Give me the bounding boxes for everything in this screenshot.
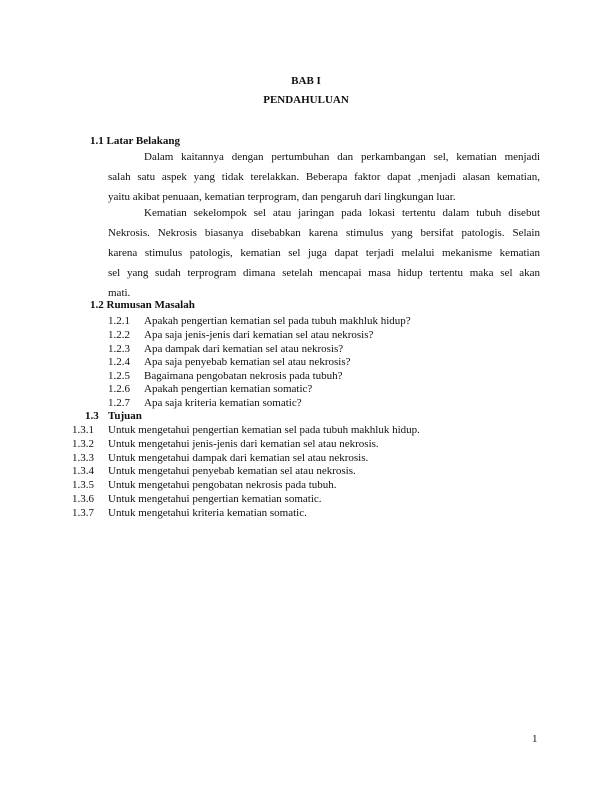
list-item-number: 1.3.7	[72, 507, 94, 519]
list-item-text: Apa saja kriteria kematian somatic?	[144, 397, 302, 409]
list-item	[108, 330, 373, 341]
list-item-text: Untuk mengetahui pengertian kematian somatic.	[108, 493, 322, 505]
list-item-text: Untuk mengetahui penyebab kematian sel atau nekrosis.	[108, 465, 356, 477]
list-item	[72, 494, 322, 505]
list-item-text: Apakah pengertian kematian sel pada tubuh makhluk hidup?	[144, 315, 411, 327]
paragraph-line: yaitu akibat penuaan, kematian terprogram, dan pengaruh dari lingkungan luar.	[108, 191, 456, 203]
list-item-number: 1.3.4	[72, 465, 94, 477]
list-item-number: 1.2.5	[108, 370, 130, 382]
list-item	[72, 466, 356, 477]
list-item	[72, 425, 420, 436]
page-number: 1	[532, 733, 538, 745]
list-item-text: Apa saja penyebab kematian sel atau nekrosis?	[144, 356, 351, 368]
list-item-text: Apakah pengertian kematian somatic?	[144, 383, 313, 395]
list-item-number: 1.2.3	[108, 343, 130, 355]
list-item	[108, 344, 343, 355]
list-item-number: 1.2.6	[108, 383, 130, 395]
list-item-number: 1.2.1	[108, 315, 130, 327]
paragraph-line: salah satu aspek yang tidak terelakkan. Beberapa faktor dapat ,menjadi alasan kematian,	[108, 171, 540, 183]
paragraph-line: karena stimulus patologis, kematian sel juga dapat terjadi melalui mekanisme kematian	[108, 247, 540, 259]
section-number-tujuan: 1.3	[85, 410, 99, 422]
list-item	[72, 508, 307, 519]
list-item	[108, 371, 343, 382]
list-item-text: Bagaimana pengobatan nekrosis pada tubuh?	[144, 370, 343, 382]
list-item	[72, 453, 368, 464]
chapter-label: BAB I	[291, 75, 321, 87]
list-item-text: Untuk mengetahui kriteria kematian somatic.	[108, 507, 307, 519]
list-item-number: 1.3.2	[72, 438, 94, 450]
list-item-text: Untuk mengetahui pengertian kematian sel pada tubuh makhluk hidup.	[108, 424, 420, 436]
chapter-title: PENDAHULUAN	[263, 94, 349, 106]
list-item-number: 1.2.4	[108, 356, 130, 368]
list-item-text: Untuk mengetahui pengobatan nekrosis pada tubuh.	[108, 479, 337, 491]
list-item-number: 1.3.1	[72, 424, 94, 436]
paragraph-line: Nekrosis. Nekrosis biasanya disebabkan karena stimulus yang bersifat patologis. Selain	[108, 227, 540, 239]
list-item-number: 1.2.2	[108, 329, 130, 341]
list-item-number: 1.3.3	[72, 452, 94, 464]
list-item-text: Apa saja jenis-jenis dari kematian sel atau nekrosis?	[144, 329, 374, 341]
list-item-text: Untuk mengetahui jenis-jenis dari kematian sel atau nekrosis.	[108, 438, 379, 450]
list-item-number: 1.3.6	[72, 493, 94, 505]
list-item	[108, 316, 411, 327]
list-item-text: Untuk mengetahui dampak dari kematian sel atau nekrosis.	[108, 452, 369, 464]
paragraph-line: Kematian sekelompok sel atau jaringan pada lokasi tertentu dalam tubuh disebut	[144, 207, 540, 219]
paragraph-line: mati.	[108, 287, 131, 299]
section-heading-rumusan-masalah: 1.2 Rumusan Masalah	[90, 299, 195, 311]
section-heading-tujuan: Tujuan	[108, 410, 142, 422]
list-item-number: 1.2.7	[108, 397, 130, 409]
list-item-number: 1.3.5	[72, 479, 94, 491]
list-item	[72, 480, 337, 491]
paragraph-line: sel yang sudah terprogram dimana setelah mencapai masa hidup tertentu maka sel akan	[108, 267, 540, 279]
list-item	[72, 439, 379, 450]
section-heading-latar-belakang: 1.1 Latar Belakang	[90, 135, 180, 147]
list-item	[108, 384, 312, 395]
list-item	[108, 398, 302, 409]
paragraph-line: Dalam kaitannya dengan pertumbuhan dan perkambangan sel, kematian menjadi	[144, 151, 540, 163]
list-item	[108, 357, 350, 368]
list-item-text: Apa dampak dari kematian sel atau nekrosis?	[144, 343, 344, 355]
